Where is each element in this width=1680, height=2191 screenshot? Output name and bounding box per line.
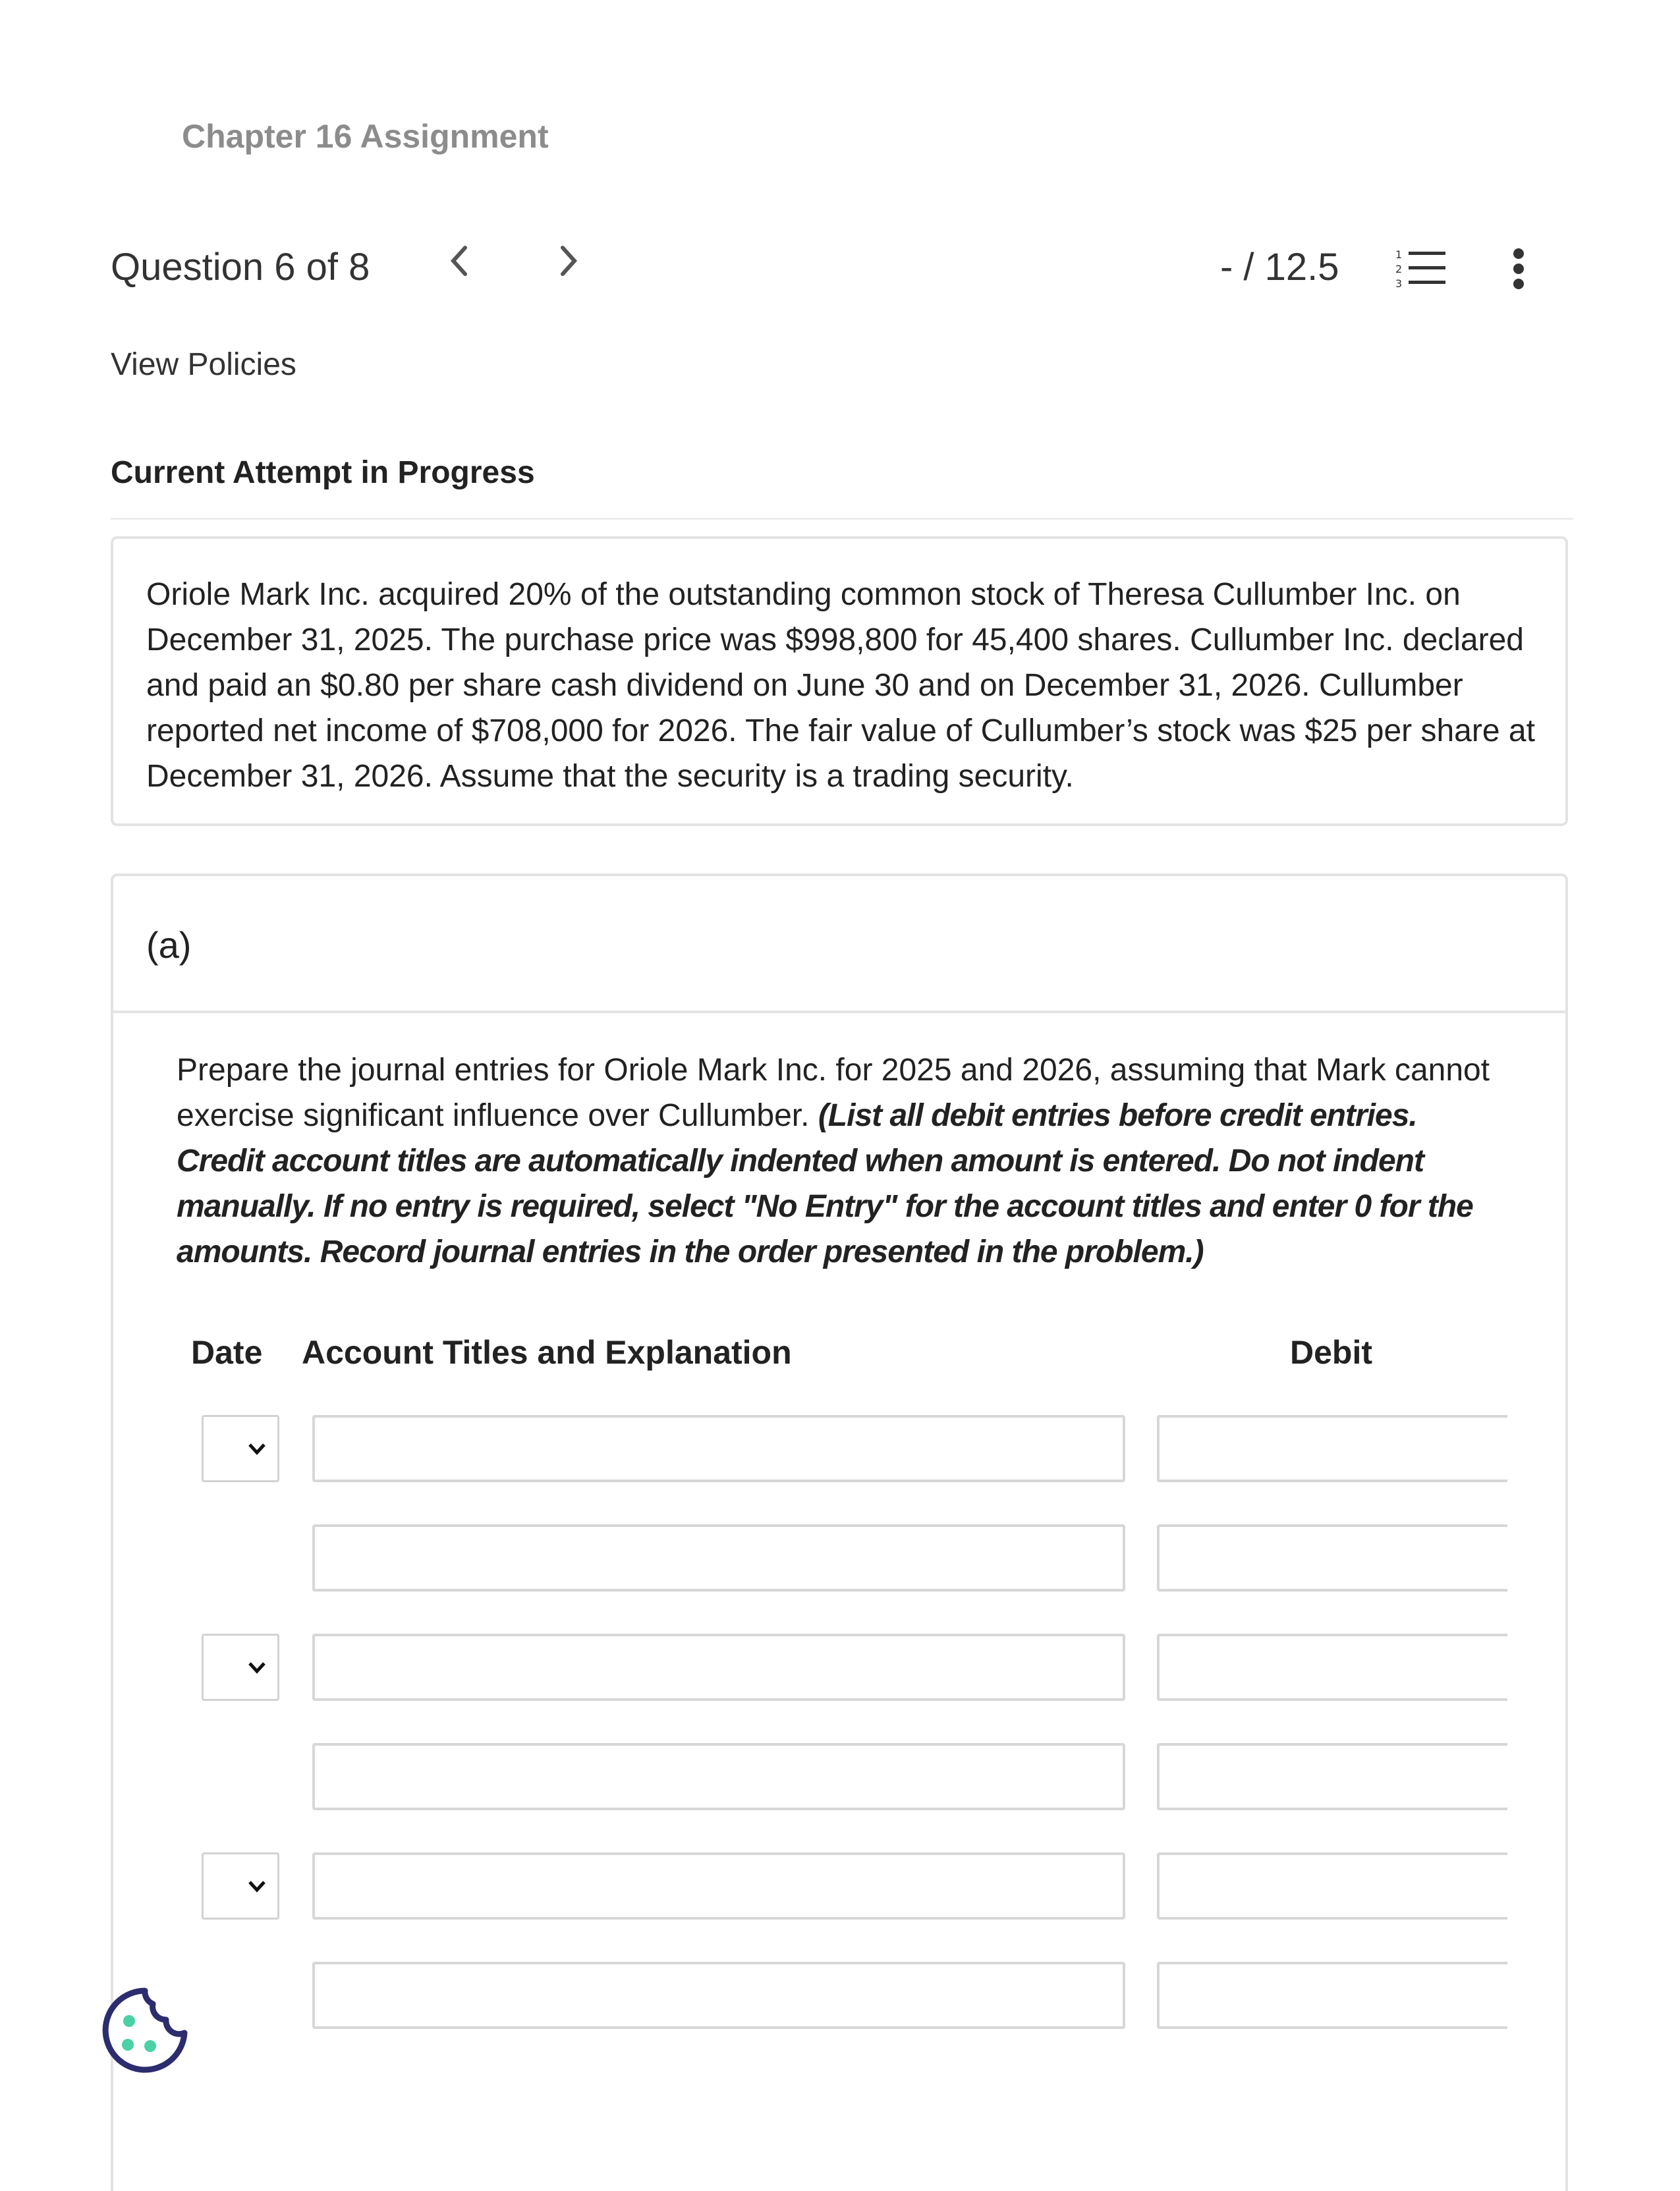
question-score: - / 12.5 xyxy=(1220,246,1339,289)
question-position: Question 6 of 8 xyxy=(111,246,370,289)
svg-text:2: 2 xyxy=(1395,263,1403,275)
chevron-down-icon xyxy=(247,1442,267,1456)
previous-question-button[interactable] xyxy=(449,244,469,287)
more-options-button[interactable] xyxy=(1511,248,1526,290)
vertical-ellipsis-icon xyxy=(1511,248,1526,290)
account-title-input[interactable] xyxy=(312,1524,1125,1592)
numbered-list-icon xyxy=(1395,248,1447,289)
question-list-button[interactable] xyxy=(1395,248,1447,289)
next-question-button[interactable] xyxy=(559,244,578,287)
column-header-date: Date xyxy=(191,1334,263,1371)
problem-statement-box xyxy=(111,536,1568,826)
chevron-left-icon xyxy=(449,244,469,278)
part-a-header xyxy=(113,876,1565,1013)
debit-amount-input[interactable] xyxy=(1157,1962,1507,2029)
account-title-input[interactable] xyxy=(312,1852,1125,1920)
attempt-status: Current Attempt in Progress xyxy=(111,455,535,490)
cookie-settings-button[interactable] xyxy=(100,1985,190,2075)
column-header-account: Account Titles and Explanation xyxy=(302,1334,792,1371)
instruction-note: (List all debit entries before credit entries. Credit account titles are automatically indented when amount is entered. Do not indent manually. If no entry is required, select "No Entry" for the account titles and enter 0 for the amounts. Record journal entries in the order presented in the problem.) xyxy=(177,1098,1473,1269)
header-divider xyxy=(111,518,1573,520)
chevron-right-icon xyxy=(559,244,578,278)
account-title-input[interactable] xyxy=(312,1962,1125,2029)
debit-amount-input[interactable] xyxy=(1157,1634,1507,1701)
svg-text:3: 3 xyxy=(1395,277,1403,289)
chevron-down-icon xyxy=(247,1879,267,1894)
instruction-text: Prepare the journal entries for Oriole Mark Inc. for 2025 and 2026, assuming that Mark cannot exercise significant influence over Cullumber. xyxy=(177,1053,1490,1133)
column-header-debit: Debit xyxy=(1290,1334,1372,1371)
date-select[interactable] xyxy=(202,1852,279,1920)
part-a-instructions xyxy=(177,1047,1494,1275)
account-title-input[interactable] xyxy=(312,1634,1125,1701)
view-policies-link[interactable]: View Policies xyxy=(111,347,296,382)
part-label: (a) xyxy=(146,924,192,966)
debit-amount-input[interactable] xyxy=(1157,1852,1507,1920)
problem-text: Oriole Mark Inc. acquired 20% of the outstanding common stock of Theresa Cullumber Inc. on December 31, 2025. The purchase price was $998,800 for 45,400 shares. Cullumber Inc. declared and paid an $0.80 per share cash dividend on June 30 and on December 31, 2026. Cullumber reported net income of $708,000 for 2026. The fair value of Cullumber’s stock was $25 per share at December 31, 2026. Assume that the security is a trading security. xyxy=(146,577,1535,794)
chevron-down-icon xyxy=(247,1661,267,1675)
cookie-settings-icon xyxy=(100,1985,190,2075)
svg-text:1: 1 xyxy=(1395,248,1403,261)
date-select[interactable] xyxy=(202,1634,279,1701)
date-select[interactable] xyxy=(202,1415,279,1482)
account-title-input[interactable] xyxy=(312,1743,1125,1810)
debit-amount-input[interactable] xyxy=(1157,1524,1507,1592)
debit-amount-input[interactable] xyxy=(1157,1415,1507,1482)
assignment-title: Chapter 16 Assignment xyxy=(182,118,549,155)
account-title-input[interactable] xyxy=(312,1415,1125,1482)
debit-amount-input[interactable] xyxy=(1157,1743,1507,1810)
